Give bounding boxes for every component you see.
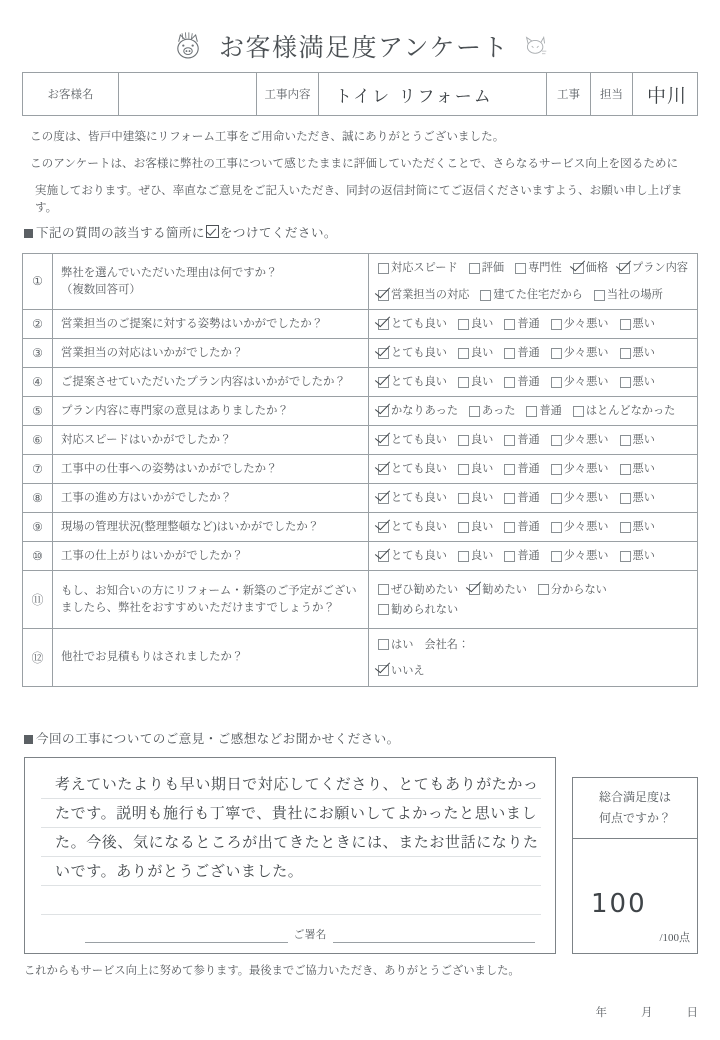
- work-suffix-label: 工事: [547, 73, 591, 115]
- question-text-line-1: 工事の仕上がりはいかがでしたか？: [61, 549, 244, 562]
- option-label: 良い: [470, 463, 494, 475]
- option-checkbox-unchecked[interactable]: [504, 314, 539, 334]
- staff-label: 担当: [591, 73, 633, 115]
- option-line: [378, 430, 691, 450]
- question-number: ⑦: [23, 455, 53, 483]
- option-label: 悪い: [632, 550, 655, 562]
- checked-checkbox-icon[interactable]: [378, 522, 389, 533]
- option-label: とても良い: [391, 376, 447, 388]
- checkbox-icon[interactable]: [538, 584, 549, 595]
- checkbox-icon[interactable]: [458, 522, 469, 533]
- option-checkbox-unchecked[interactable]: [458, 517, 493, 537]
- option-label: 良い: [470, 434, 494, 446]
- question-number: ⑪: [23, 571, 53, 628]
- work-content-input[interactable]: トイレ リフォーム: [319, 73, 547, 115]
- question-text-line-1: 弊社を選んでいただいた理由は何ですか？: [61, 266, 278, 279]
- intro-line-3: 実施しております。ぜひ、率直なご意見をご記入いただき、同封の返信封筒にてご返信くださいますよう、お願い申し上げます。: [35, 184, 683, 214]
- question-options: [369, 571, 697, 628]
- footer-note: これからもサービス向上に努めて参ります。最後までご協力いただき、ありがとうございました。: [24, 965, 520, 977]
- comment-heading-label: 今回の工事についてのご意見・ご感想などお聞かせください。: [36, 732, 400, 746]
- question-text-line-1: もし、お知合いの方にリフォーム・新築のご予定がござい: [61, 584, 357, 597]
- checkbox-icon[interactable]: [551, 522, 562, 533]
- question-row: [23, 455, 697, 484]
- option-label: 普通: [517, 347, 540, 359]
- question-row: [23, 368, 697, 397]
- option-label: はい: [391, 638, 414, 651]
- option-label: 少々悪い: [563, 550, 609, 562]
- question-text: [53, 368, 369, 396]
- checked-checkbox-icon[interactable]: [619, 263, 630, 274]
- option-label: とても良い: [391, 492, 447, 504]
- question-number: ⑫: [23, 629, 53, 686]
- option-checkbox-unchecked[interactable]: [573, 401, 676, 421]
- checkbox-icon[interactable]: [620, 348, 631, 359]
- option-label: 分からない: [550, 583, 607, 596]
- option-checkbox-checked[interactable]: [378, 546, 447, 566]
- intro-line-1: この度は、皆戸中建築にリフォーム工事をご用命いただき、誠にありがとうございました。: [30, 130, 505, 143]
- option-checkbox-unchecked[interactable]: [504, 372, 539, 392]
- option-line: [378, 635, 691, 655]
- question-number: ④: [23, 368, 53, 396]
- option-checkbox-checked[interactable]: [469, 580, 527, 600]
- option-checkbox-checked[interactable]: [378, 343, 447, 363]
- option-label: 専門性: [528, 262, 562, 274]
- option-label: 良い: [470, 521, 494, 533]
- option-label: 普通: [539, 405, 562, 417]
- option-label: 会社名：: [424, 638, 470, 651]
- question-text: [53, 571, 369, 628]
- checkbox-icon[interactable]: [551, 377, 562, 388]
- option-label: 悪い: [632, 376, 655, 388]
- question-number: ②: [23, 310, 53, 338]
- option-label: 悪い: [632, 347, 655, 359]
- checkbox-icon[interactable]: [620, 319, 631, 330]
- option-checkbox-unchecked[interactable]: [620, 314, 655, 334]
- checked-checkbox-icon[interactable]: [378, 377, 389, 388]
- option-label: かなりあった: [391, 405, 459, 417]
- checked-checkbox-icon[interactable]: [573, 263, 584, 274]
- question-row: [23, 397, 697, 426]
- option-checkbox-unchecked[interactable]: [480, 285, 583, 305]
- option-checkbox-unchecked[interactable]: [620, 343, 655, 363]
- checkbox-icon[interactable]: [620, 522, 631, 533]
- option-checkbox-unchecked[interactable]: [504, 546, 539, 566]
- option-line: [378, 285, 691, 305]
- checkbox-icon[interactable]: [504, 435, 515, 446]
- option-company-name-field[interactable]: [424, 635, 469, 655]
- question-text: [53, 542, 369, 570]
- option-checkbox-unchecked[interactable]: [378, 635, 413, 655]
- question-text: [53, 397, 369, 425]
- checkbox-icon[interactable]: [515, 263, 526, 274]
- checkbox-icon[interactable]: [551, 464, 562, 475]
- option-label: プラン内容: [632, 262, 688, 274]
- checkbox-icon[interactable]: [378, 263, 389, 274]
- cat-mascot-icon: [523, 34, 549, 58]
- option-checkbox-checked[interactable]: [378, 314, 447, 334]
- option-label: 建てた住宅だから: [493, 289, 583, 301]
- option-checkbox-checked[interactable]: [378, 430, 447, 450]
- staff-input[interactable]: 中川: [647, 84, 688, 107]
- option-checkbox-checked[interactable]: [378, 517, 447, 537]
- option-checkbox-unchecked[interactable]: [551, 517, 609, 537]
- option-checkbox-unchecked[interactable]: [620, 430, 655, 450]
- option-line: [378, 258, 691, 278]
- option-checkbox-unchecked[interactable]: [551, 314, 609, 334]
- option-label: 少々悪い: [563, 463, 609, 475]
- score-question-line-2: 何点ですか？: [598, 811, 671, 825]
- option-label: 良い: [470, 376, 494, 388]
- option-checkbox-unchecked[interactable]: [551, 546, 609, 566]
- option-label: 勧められない: [391, 603, 459, 616]
- score-denominator: /100点: [659, 932, 690, 944]
- option-label: とても良い: [391, 463, 447, 475]
- option-checkbox-unchecked[interactable]: [378, 580, 458, 600]
- question-options: [369, 542, 697, 570]
- bullet-square-icon: [24, 229, 33, 238]
- question-row: [23, 513, 697, 542]
- option-line: [378, 459, 691, 479]
- comment-box[interactable]: [24, 757, 556, 954]
- checked-checkbox-icon[interactable]: [378, 435, 389, 446]
- checkbox-icon[interactable]: [480, 290, 491, 301]
- checkbox-icon[interactable]: [573, 406, 584, 417]
- option-checkbox-unchecked[interactable]: [458, 430, 493, 450]
- question-number: ⑧: [23, 484, 53, 512]
- customer-name-input[interactable]: [119, 73, 257, 115]
- question-text: [53, 310, 369, 338]
- option-checkbox-unchecked[interactable]: [551, 372, 609, 392]
- checkbox-sample-icon: [206, 225, 219, 238]
- option-label: はとんどなかった: [585, 405, 676, 417]
- option-line: [378, 314, 691, 334]
- option-label: 評価: [481, 262, 505, 274]
- checked-checkbox-icon[interactable]: [378, 551, 389, 562]
- option-checkbox-unchecked[interactable]: [620, 372, 655, 392]
- question-row: [23, 484, 697, 513]
- questions-section-heading: [24, 222, 337, 241]
- option-label: とても良い: [391, 318, 447, 330]
- option-line: [378, 488, 691, 508]
- question-text-line-1: 他社でお見積もりはされましたか？: [61, 651, 244, 663]
- option-label: 少々悪い: [563, 347, 609, 359]
- question-options: [369, 629, 697, 686]
- option-checkbox-unchecked[interactable]: [504, 517, 539, 537]
- option-checkbox-checked[interactable]: [378, 401, 458, 421]
- option-checkbox-unchecked[interactable]: [378, 258, 458, 278]
- checkbox-icon[interactable]: [526, 406, 537, 417]
- checkbox-icon[interactable]: [551, 435, 562, 446]
- checkbox-icon[interactable]: [458, 493, 469, 504]
- question-row: [23, 571, 697, 629]
- question-options: [369, 426, 697, 454]
- option-checkbox-unchecked[interactable]: [458, 488, 493, 508]
- option-label: 良い: [470, 550, 494, 562]
- score-question: [573, 778, 697, 839]
- option-label: 勧めたい: [482, 583, 527, 596]
- checkbox-icon[interactable]: [551, 319, 562, 330]
- checkbox-icon[interactable]: [378, 584, 389, 595]
- question-text-line-1: プラン内容に専門家の意見はありましたか？: [61, 404, 289, 417]
- checked-checkbox-icon[interactable]: [378, 319, 389, 330]
- option-label: 悪い: [632, 521, 655, 533]
- option-checkbox-unchecked[interactable]: [551, 343, 609, 363]
- option-checkbox-unchecked[interactable]: [515, 258, 562, 278]
- option-label: 普通: [517, 376, 540, 388]
- option-label: 営業担当の対応: [391, 289, 470, 301]
- question-options: [369, 397, 697, 425]
- option-checkbox-unchecked[interactable]: [594, 285, 663, 305]
- option-label: いいえ: [391, 664, 425, 677]
- option-label: 悪い: [632, 318, 655, 330]
- option-label: 少々悪い: [563, 376, 609, 388]
- option-label: 当社の場所: [606, 289, 663, 301]
- customer-name-label: お客様名: [23, 73, 119, 115]
- checkbox-icon[interactable]: [458, 464, 469, 475]
- option-checkbox-unchecked[interactable]: [458, 314, 493, 334]
- option-checkbox-checked[interactable]: [378, 661, 425, 681]
- questions-table: [22, 253, 698, 687]
- option-checkbox-unchecked[interactable]: [458, 372, 493, 392]
- question-text-line-1: 営業担当のご提案に対する姿勢はいかがでしたか？: [61, 317, 323, 330]
- checked-checkbox-icon[interactable]: [378, 493, 389, 504]
- question-options: [369, 339, 697, 367]
- checkbox-icon[interactable]: [620, 377, 631, 388]
- checkbox-icon[interactable]: [458, 319, 469, 330]
- option-label: とても良い: [391, 347, 447, 359]
- option-checkbox-unchecked[interactable]: [504, 488, 539, 508]
- checked-checkbox-icon[interactable]: [378, 406, 389, 417]
- checkbox-icon[interactable]: [551, 348, 562, 359]
- question-options: [369, 484, 697, 512]
- option-label: 普通: [517, 492, 540, 504]
- option-line: [378, 517, 691, 537]
- option-label: 普通: [517, 521, 540, 533]
- question-text: [53, 629, 369, 686]
- option-checkbox-checked[interactable]: [619, 258, 688, 278]
- option-line: [378, 343, 691, 363]
- checkbox-icon[interactable]: [551, 551, 562, 562]
- option-label: 少々悪い: [563, 318, 609, 330]
- question-text: [53, 254, 369, 309]
- option-checkbox-unchecked[interactable]: [551, 459, 609, 479]
- date-row[interactable]: [596, 1004, 699, 1020]
- overall-score-box: [572, 777, 698, 954]
- option-label: 少々悪い: [563, 434, 609, 446]
- signature-row[interactable]: [85, 926, 535, 943]
- question-options: [369, 368, 697, 396]
- option-checkbox-checked[interactable]: [378, 285, 469, 305]
- option-checkbox-unchecked[interactable]: [504, 343, 539, 363]
- option-label: 悪い: [632, 463, 655, 475]
- checked-checkbox-icon[interactable]: [378, 464, 389, 475]
- question-text: [53, 513, 369, 541]
- question-text-line-1: ご提案させていただいたプラン内容はいかがでしたか？: [61, 375, 346, 388]
- checked-checkbox-icon[interactable]: [378, 348, 389, 359]
- signature-label: ご署名: [293, 929, 327, 941]
- checkbox-icon[interactable]: [378, 639, 389, 650]
- option-checkbox-checked[interactable]: [378, 459, 447, 479]
- option-line: [378, 580, 691, 620]
- option-checkbox-unchecked[interactable]: [551, 430, 609, 450]
- score-value: 100: [591, 889, 647, 919]
- question-row: [23, 254, 697, 310]
- option-checkbox-unchecked[interactable]: [378, 600, 458, 620]
- question-row: [23, 426, 697, 455]
- checkbox-icon[interactable]: [469, 406, 480, 417]
- checkbox-icon[interactable]: [594, 290, 605, 301]
- option-checkbox-unchecked[interactable]: [526, 401, 561, 421]
- option-checkbox-checked[interactable]: [573, 258, 608, 278]
- option-line: [378, 372, 691, 392]
- date-month-label: 月: [641, 1007, 653, 1019]
- option-checkbox-unchecked[interactable]: [458, 343, 493, 363]
- question-options: [369, 513, 697, 541]
- question-number: ①: [23, 254, 53, 309]
- option-checkbox-unchecked[interactable]: [538, 580, 607, 600]
- checkbox-icon[interactable]: [620, 435, 631, 446]
- checked-checkbox-icon[interactable]: [378, 290, 389, 301]
- option-checkbox-unchecked[interactable]: [551, 488, 609, 508]
- option-label: 普通: [517, 434, 540, 446]
- checkbox-icon[interactable]: [504, 551, 515, 562]
- checkbox-icon[interactable]: [504, 522, 515, 533]
- page-title-row: [0, 22, 720, 70]
- option-label: 普通: [517, 463, 540, 475]
- option-label: 良い: [470, 318, 494, 330]
- question-text-line-1: 工事中の仕事への姿勢はいかがでしたか？: [61, 462, 278, 475]
- question-text: [53, 339, 369, 367]
- option-label: とても良い: [391, 521, 447, 533]
- option-checkbox-unchecked[interactable]: [458, 459, 493, 479]
- question-text: [53, 484, 369, 512]
- option-label: とても良い: [391, 434, 447, 446]
- checkbox-icon[interactable]: [469, 263, 480, 274]
- question-text: [53, 426, 369, 454]
- option-checkbox-unchecked[interactable]: [620, 546, 655, 566]
- question-number: ③: [23, 339, 53, 367]
- question-number: ⑤: [23, 397, 53, 425]
- question-text-line-1: 現場の管理状況(整理整頓など)はいかがでしたか？: [61, 520, 320, 533]
- question-number: ⑨: [23, 513, 53, 541]
- option-label: 少々悪い: [563, 492, 609, 504]
- checkbox-icon[interactable]: [620, 551, 631, 562]
- option-label: 価格: [585, 262, 609, 274]
- question-options: [369, 254, 697, 309]
- question-text-line-1: 営業担当の対応はいかがでしたか？: [61, 346, 244, 359]
- signature-line-left: [85, 928, 288, 943]
- checkbox-icon[interactable]: [458, 377, 469, 388]
- rule-line: [41, 914, 541, 915]
- option-checkbox-unchecked[interactable]: [620, 459, 655, 479]
- date-year-label: 年: [595, 1007, 607, 1019]
- option-label: 良い: [470, 492, 494, 504]
- bullet-square-icon: [24, 735, 33, 744]
- checkbox-icon[interactable]: [504, 348, 515, 359]
- checkbox-icon[interactable]: [458, 435, 469, 446]
- option-checkbox-unchecked[interactable]: [620, 517, 655, 537]
- intro-line-2: このアンケートは、お客様に弊社の工事について感じたままに評価していただくことで、さらなるサービス向上を図るために: [30, 157, 679, 170]
- pig-mascot-icon: [171, 29, 205, 63]
- option-checkbox-unchecked[interactable]: [504, 430, 539, 450]
- comment-handwriting: 考えていたよりも早い期日で対応してくださり、とてもありがたかったです。説明も施行も丁寧で、貴社にお願いしてよかったと思いました。今後、気になるところが出てきたときには、またお世話になりたいです。ありがとうございました。: [55, 775, 539, 880]
- checkbox-icon[interactable]: [504, 493, 515, 504]
- checkbox-icon[interactable]: [504, 377, 515, 388]
- question-text-line-1: 対応スピードはいかがでしたか？: [61, 433, 232, 446]
- option-line: [378, 401, 691, 421]
- option-label: 対応スピード: [391, 262, 458, 274]
- option-line: [378, 661, 691, 681]
- question-number: ⑥: [23, 426, 53, 454]
- comment-section-heading: [24, 728, 400, 747]
- questions-heading-prefix: 下記の質問の該当する箇所に: [36, 226, 205, 240]
- option-label: あった: [482, 405, 516, 417]
- question-row: [23, 310, 697, 339]
- option-checkbox-unchecked[interactable]: [620, 488, 655, 508]
- option-checkbox-unchecked[interactable]: [504, 459, 539, 479]
- option-checkbox-checked[interactable]: [378, 488, 447, 508]
- checkbox-icon[interactable]: [504, 319, 515, 330]
- question-text-line-2: ましたら、弊社をおすすめいただけますでしょうか？: [61, 601, 335, 614]
- question-row: [23, 339, 697, 368]
- questions-heading-suffix: をつけてください。: [219, 226, 337, 240]
- work-content-label: 工事内容: [257, 73, 319, 115]
- option-checkbox-unchecked[interactable]: [469, 258, 504, 278]
- option-label: 普通: [517, 550, 540, 562]
- option-label: 普通: [517, 318, 540, 330]
- option-checkbox-checked[interactable]: [378, 372, 447, 392]
- checkbox-icon[interactable]: [551, 493, 562, 504]
- question-options: [369, 455, 697, 483]
- question-text-line-1: 工事の進め方はいかがでしたか？: [61, 491, 232, 504]
- question-row: [23, 542, 697, 571]
- checked-checkbox-icon[interactable]: [469, 584, 480, 595]
- option-label: ぜひ勧めたい: [391, 583, 459, 596]
- score-question-line-1: 総合満足度は: [598, 790, 671, 804]
- checkbox-icon[interactable]: [620, 493, 631, 504]
- intro-paragraph: [30, 128, 694, 226]
- question-text-line-2: （複数回答可）: [61, 283, 141, 296]
- date-day-label: 日: [686, 1007, 698, 1019]
- checkbox-icon[interactable]: [620, 464, 631, 475]
- checkbox-icon[interactable]: [504, 464, 515, 475]
- option-label: とても良い: [391, 550, 447, 562]
- page-title: お客様満足度アンケート: [218, 33, 509, 62]
- signature-line-right[interactable]: [333, 928, 536, 943]
- checkbox-icon[interactable]: [458, 551, 469, 562]
- checkbox-icon[interactable]: [378, 604, 389, 615]
- score-value-area[interactable]: [573, 839, 697, 953]
- option-label: 少々悪い: [563, 521, 609, 533]
- question-text: [53, 455, 369, 483]
- option-label: 悪い: [632, 434, 655, 446]
- option-checkbox-unchecked[interactable]: [458, 546, 493, 566]
- checked-checkbox-icon[interactable]: [378, 665, 389, 676]
- customer-info-table: [22, 72, 698, 116]
- checkbox-icon[interactable]: [458, 348, 469, 359]
- option-label: 悪い: [632, 492, 655, 504]
- question-options: [369, 310, 697, 338]
- option-checkbox-unchecked[interactable]: [469, 401, 515, 421]
- option-line: [378, 546, 691, 566]
- question-row: [23, 629, 697, 687]
- option-label: 良い: [470, 347, 494, 359]
- question-number: ⑩: [23, 542, 53, 570]
